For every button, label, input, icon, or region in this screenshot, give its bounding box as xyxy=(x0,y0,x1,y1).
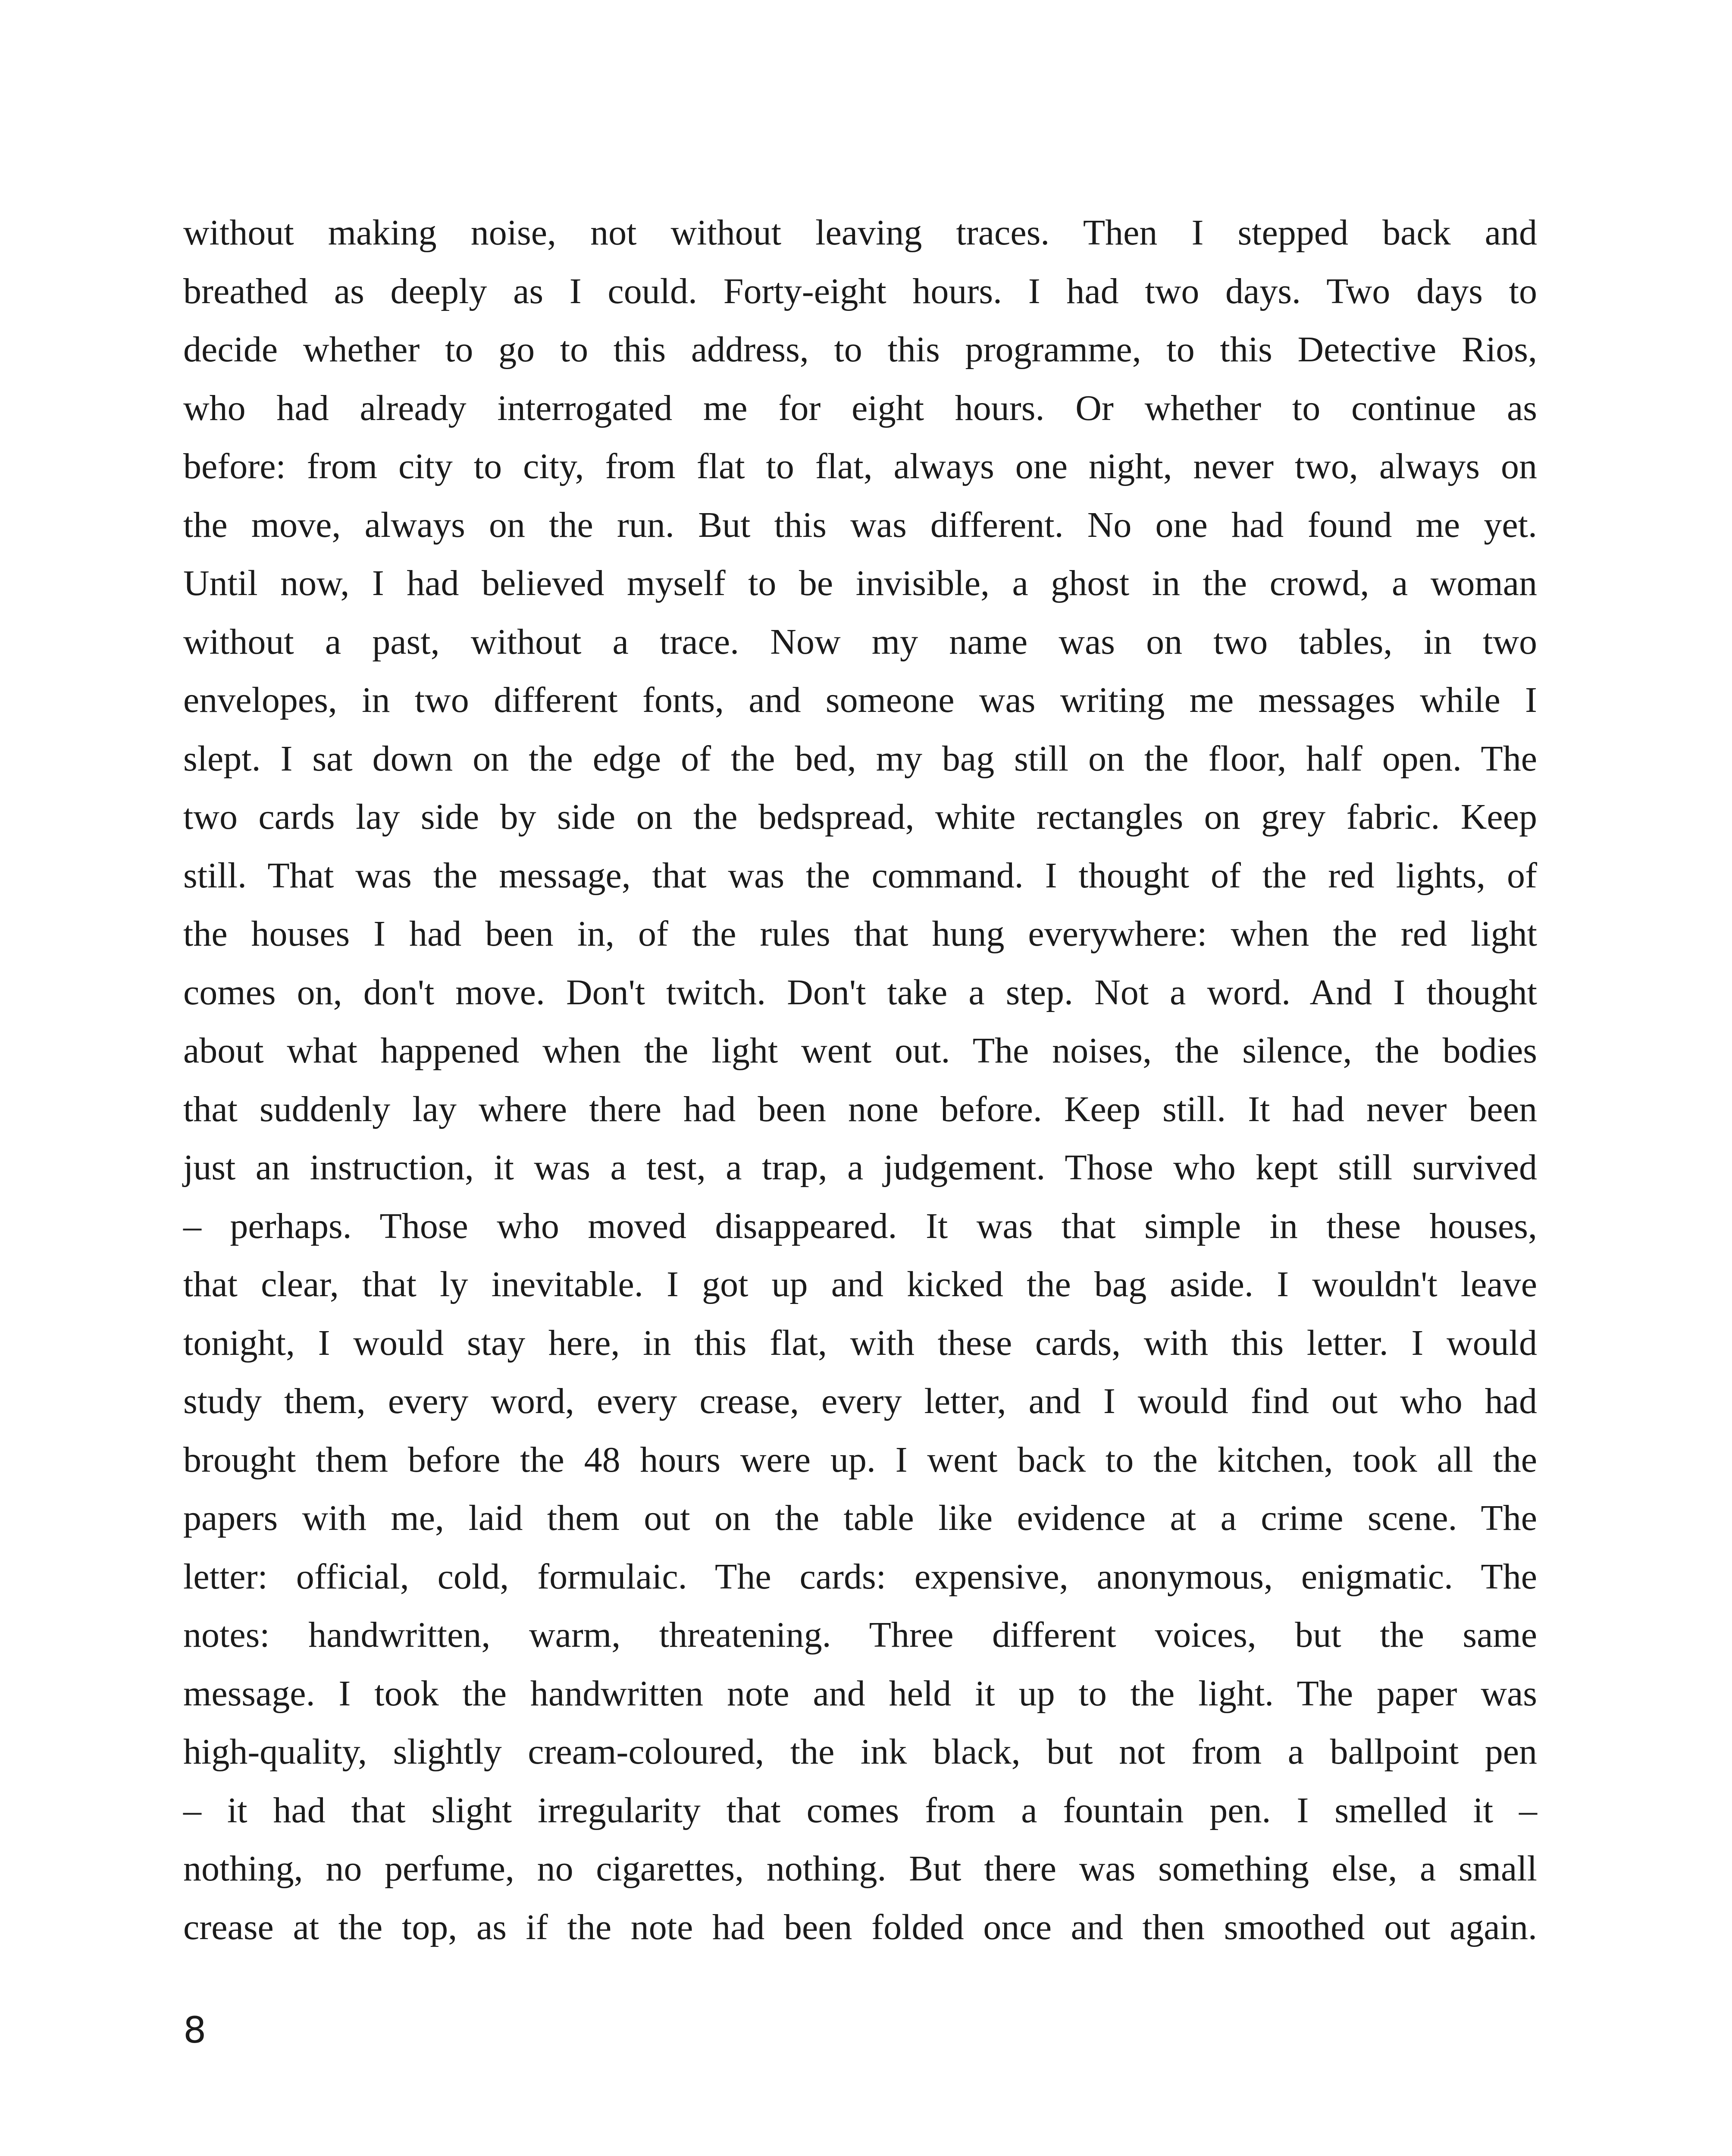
text-line: crease at the top, as if the note had been folded once and then smoothed out again. xyxy=(183,1907,1537,1947)
text-line: papers with me, laid them out on the table like evidence at a crime scene. The xyxy=(183,1498,1537,1538)
text-line: before: from city to city, from flat to flat, always one night, never two, always on xyxy=(183,446,1537,486)
text-line: the move, always on the run. But this was different. No one had found me yet. xyxy=(183,505,1537,545)
body-paragraph xyxy=(183,204,1537,1956)
text-line: two cards lay side by side on the bedspread, white rectangles on grey fabric. Keep xyxy=(183,797,1537,837)
text-line: high-quality, slightly cream-coloured, the ink black, but not from a ballpoint pen xyxy=(183,1732,1537,1772)
text-line: comes on, don't move. Don't twitch. Don't take a step. Not a word. And I thought xyxy=(183,972,1537,1012)
text-line: just an instruction, it was a test, a trap, a judgement. Those who kept still survived xyxy=(183,1147,1537,1188)
text-line: message. I took the handwritten note and held it up to the light. The paper was xyxy=(183,1673,1537,1714)
text-line: nothing, no perfume, no cigarettes, nothing. But there was something else, a small xyxy=(183,1849,1537,1889)
text-line: letter: official, cold, formulaic. The cards: expensive, anonymous, enigmatic. The xyxy=(183,1556,1537,1597)
text-line: that clear, that ly inevitable. I got up and kicked the bag aside. I wouldn't leave xyxy=(183,1264,1537,1304)
text-line: the houses I had been in, of the rules that hung everywhere: when the red light xyxy=(183,914,1537,954)
text-line: slept. I sat down on the edge of the bed, my bag still on the floor, half open. The xyxy=(183,738,1537,779)
text-line: envelopes, in two different fonts, and someone was writing me messages while I xyxy=(183,680,1537,720)
text-line: that suddenly lay where there had been none before. Keep still. It had never been xyxy=(183,1089,1537,1129)
text-line: – it had that slight irregularity that comes from a fountain pen. I smelled it – xyxy=(183,1790,1537,1830)
text-line: breathed as deeply as I could. Forty-eight hours. I had two days. Two days to xyxy=(183,271,1537,311)
text-line: – perhaps. Those who moved disappeared. It was that simple in these houses, xyxy=(183,1206,1537,1246)
text-line: about what happened when the light went out. The noises, the silence, the bodies xyxy=(183,1031,1537,1071)
text-line: notes: handwritten, warm, threatening. Three different voices, but the same xyxy=(183,1615,1537,1655)
text-line: study them, every word, every crease, every letter, and I would find out who had xyxy=(183,1381,1537,1421)
text-line: Until now, I had believed myself to be invisible, a ghost in the crowd, a woman xyxy=(183,563,1537,603)
text-line: without a past, without a trace. Now my name was on two tables, in two xyxy=(183,621,1537,662)
text-line: tonight, I would stay here, in this flat, with these cards, with this letter. I would xyxy=(183,1322,1537,1363)
text-line: who had already interrogated me for eight hours. Or whether to continue as xyxy=(183,388,1537,428)
text-line: decide whether to go to this address, to this programme, to this Detective Rios, xyxy=(183,329,1537,370)
text-line: brought them before the 48 hours were up. I went back to the kitchen, took all the xyxy=(183,1439,1537,1480)
page-number: 8 xyxy=(183,2009,207,2051)
text-line: still. That was the message, that was the command. I thought of the red lights, of xyxy=(183,855,1537,896)
text-line: without making noise, not without leaving traces. Then I stepped back and xyxy=(183,213,1537,253)
